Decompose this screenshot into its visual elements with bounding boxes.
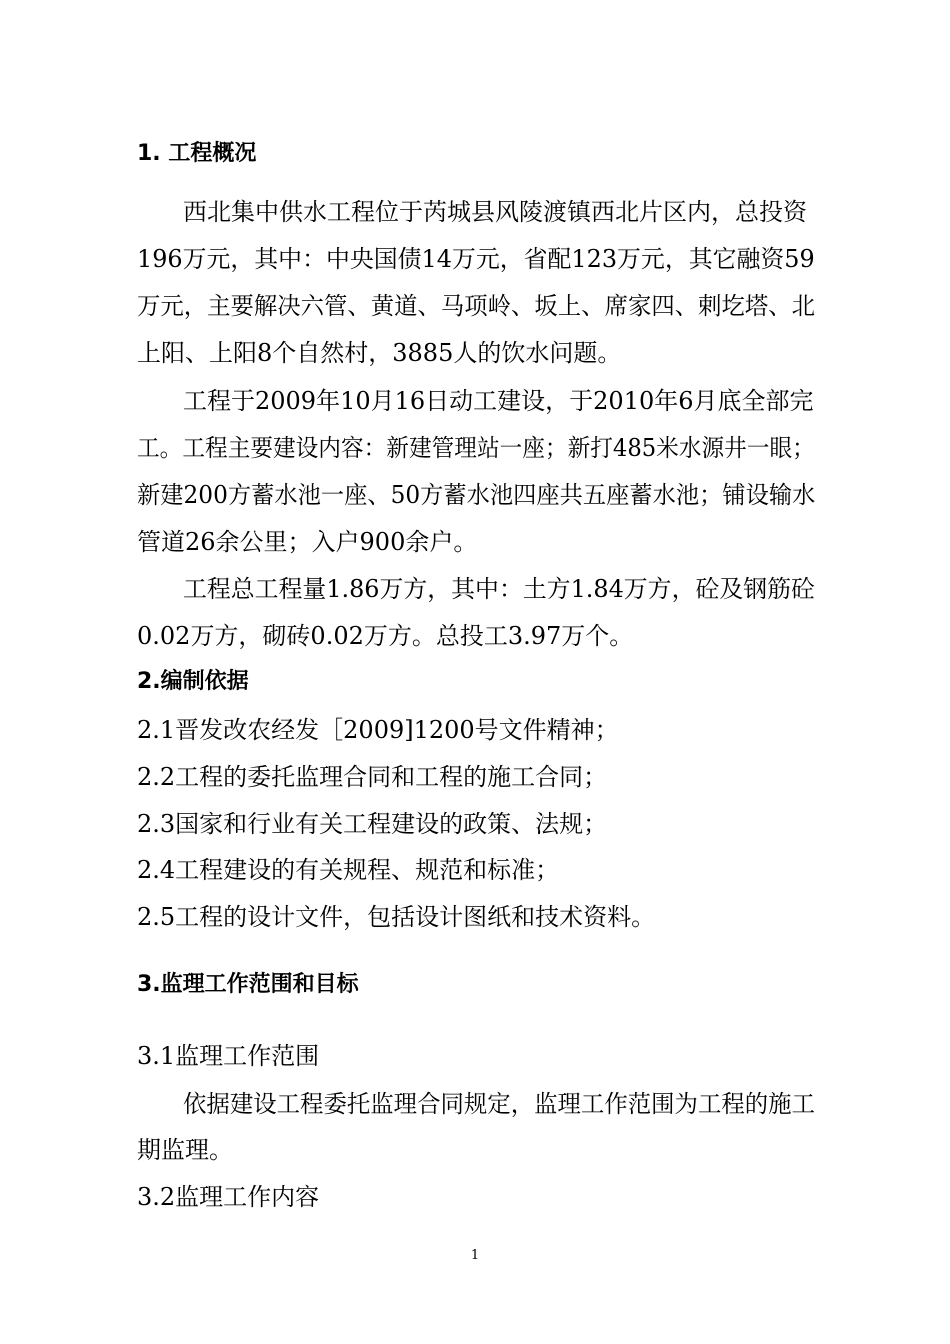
paragraph-line: 工。工程主要建设内容：新建管理站一座；新打485米水源井一眼； <box>137 434 815 462</box>
section-3-heading: 3.监理工作范围和目标 <box>137 972 359 997</box>
paragraph-line: 上阳、上阳8个自然村，3885人的饮水问题。 <box>137 339 622 367</box>
section-1-heading: 1. 工程概况 <box>137 141 257 166</box>
paragraph-line: 0.02万方，砌砖0.02万方。总投工3.97万个。 <box>137 622 634 650</box>
list-item: 2.3国家和行业有关工程建设的政策、法规； <box>137 810 608 838</box>
paragraph-line: 工程总工程量1.86万方，其中：土方1.84万方，砼及钢筋砼 <box>183 575 815 603</box>
list-item: 2.4工程建设的有关规程、规范和标准； <box>137 856 560 884</box>
list-item: 2.5工程的设计文件，包括设计图纸和技术资料。 <box>137 903 656 931</box>
subsection-3-2-title: 3.2监理工作内容 <box>137 1183 320 1211</box>
paragraph-line: 管道26余公里；入户900余户。 <box>137 528 478 556</box>
paragraph-line: 西北集中供水工程位于芮城县风陵渡镇西北片区内，总投资 <box>183 198 807 226</box>
list-item: 2.2工程的委托监理合同和工程的施工合同； <box>137 763 608 791</box>
paragraph-line: 工程于2009年10月16日动工建设，于2010年6月底全部完 <box>183 387 814 415</box>
paragraph-line: 新建200方蓄水池一座、50方蓄水池四座共五座蓄水池；铺设输水 <box>137 481 816 509</box>
paragraph-line: 196万元，其中：中央国债14万元，省配123万元，其它融资59 <box>137 245 815 273</box>
section-2-heading: 2.编制依据 <box>137 669 249 694</box>
paragraph-line: 万元，主要解决六管、黄道、马项岭、坂上、席家四、剌圪塔、北 <box>137 292 815 320</box>
paragraph-line: 期监理。 <box>137 1136 233 1164</box>
paragraph-line: 依据建设工程委托监理合同规定，监理工作范围为工程的施工 <box>183 1090 815 1118</box>
subsection-3-1-title: 3.1监理工作范围 <box>137 1042 320 1070</box>
page-number: 1 <box>470 1248 480 1263</box>
list-item: 2.1晋发改农经发［2009]1200号文件精神； <box>137 716 619 744</box>
